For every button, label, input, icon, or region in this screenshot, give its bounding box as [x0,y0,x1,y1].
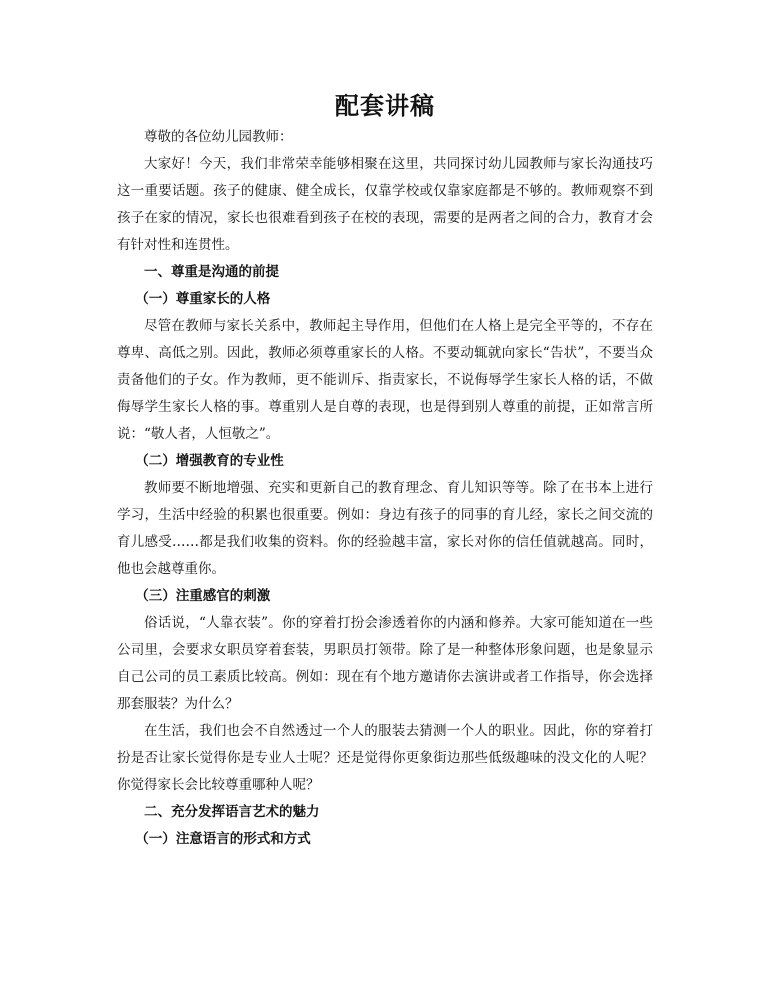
greeting-line: 尊敬的各位幼儿园教师： [144,129,293,145]
subsection-heading-sensory: （三）注重感官的刺激 [135,588,271,604]
subsection-heading-respect-parents: （一）尊重家长的人格 [135,291,271,307]
page-title: 配套讲稿 [335,91,435,120]
subsection-heading-professionalism: （二）增强教育的专业性 [135,453,284,469]
section-heading-respect: 一、尊重是沟通的前提 [144,264,279,280]
paragraph-respect-parents: 尽管在教师与家长关系中，教师起主导作用，但他们在人格上是完全平等的，不存在尊卑、高低之别。因此，教师必须尊重家长的人格。不要动辄就向家长“告状”，不要当众责备他们的子女。作为教师，更不能训斥、指责家长，不说侮辱学生家长人格的话，不做侮辱学生家长人格的事。尊重别人是自尊的表现，也是得到别人尊重的前提，正如常言所说：“敬人者，人恒敬之”。 [117,318,653,442]
paragraph-professionalism: 教师要不断地增强、充实和更新自己的教育理念、育儿知识等等。除了在书本上进行学习，生活中经验的积累也很重要。例如：身边有孩子的同事的育儿经，家长之间交流的育儿感受……都是我们收集的资料。你的经验越丰富，家长对你的信任值就越高。同时，他也会越尊重你。 [117,480,653,577]
section-heading-language: 二、充分发挥语言艺术的魅力 [144,804,320,820]
paragraph-sensory-2: 在生活，我们也会不自然透过一个人的服装去猜测一个人的职业。因此，你的穿着打扮是否让家长觉得你是专业人士呢？还是觉得你更象街边那些低级趣味的没文化的人呢？你觉得家长会比较尊重哪种人呢？ [117,723,653,793]
document-body [117,124,653,853]
paragraph-sensory-1: 俗话说，“人靠衣装”。你的穿着打扮会渗透着你的内涵和修养。大家可能知道在一些公司里，会要求女职员穿着套装，男职员打领带。除了是一种整体形象问题，也是象显示自己公司的员工素质比较高。例如：现在有个地方邀请你去演讲或者工作指导，你会选择那套服装？为什么？ [117,615,653,712]
intro-paragraph: 大家好！今天，我们非常荣幸能够相聚在这里，共同探讨幼儿园教师与家长沟通技巧这一重要话题。孩子的健康、健全成长，仅靠学校或仅靠家庭都是不够的。教师观察不到孩子在家的情况，家长也很难看到孩子在校的表现，需要的是两者之间的合力，教育才会有针对性和连贯性。 [117,156,653,253]
subsection-heading-language-form: （一）注意语言的形式和方式 [135,831,311,847]
